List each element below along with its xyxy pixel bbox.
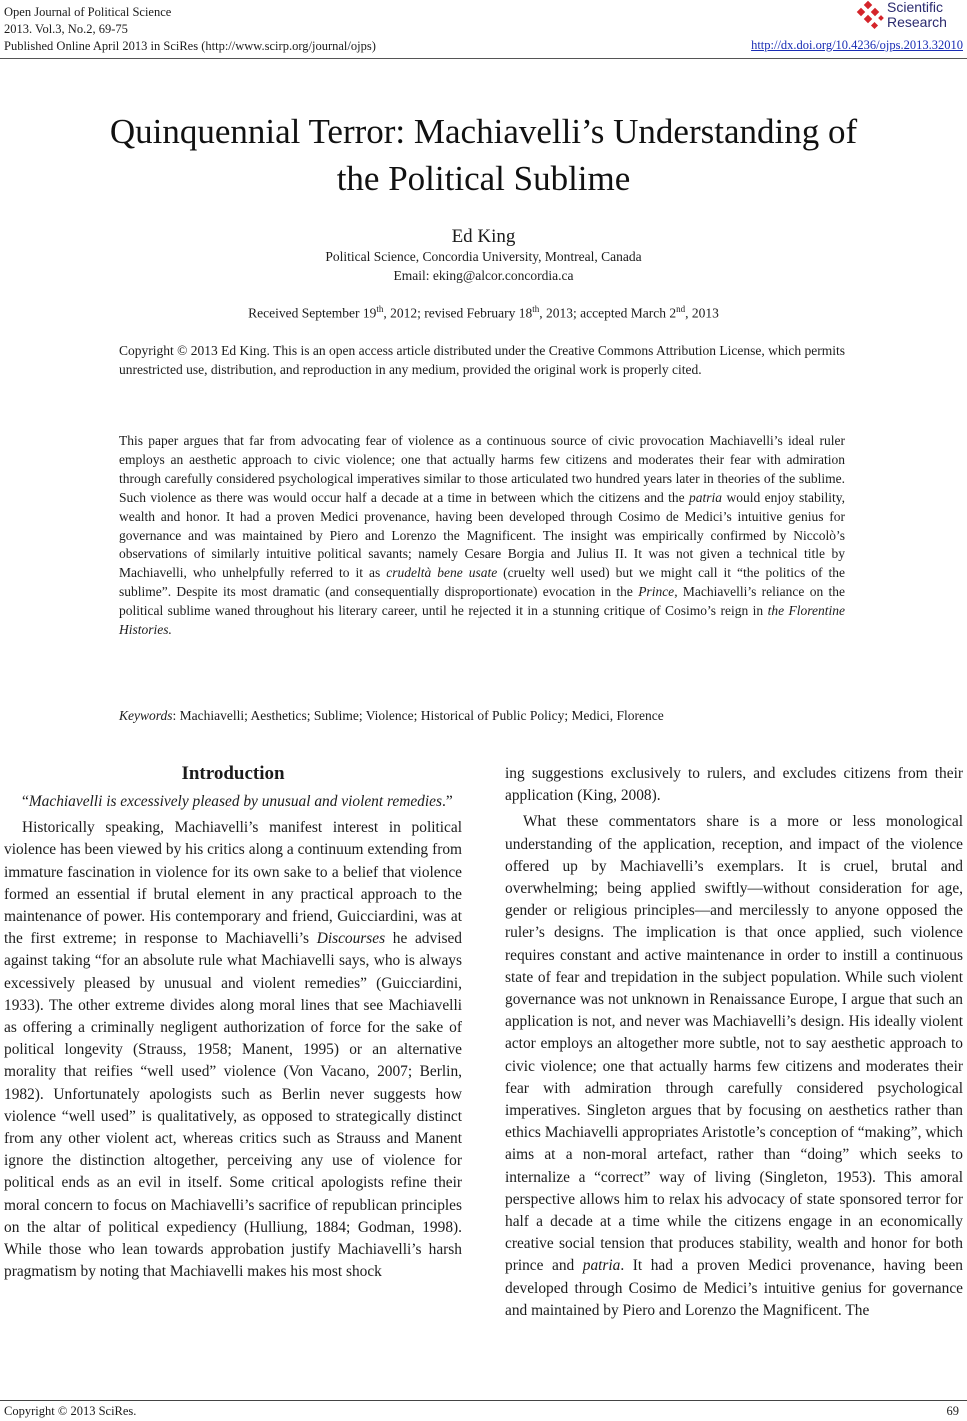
- footer-divider: [0, 1400, 967, 1401]
- copyright-notice: Copyright © 2013 Ed King. This is an open access article distributed under the Creative Commons Attribution License, which permits unrestricted use, distribution, and reproduction in any medium, provided the original work is properly cited.: [119, 343, 845, 377]
- article-title: [40, 108, 927, 202]
- author-affiliation: Political Science, Concordia University, Montreal, Canada: [325, 249, 642, 264]
- scientific-research-logo-icon: [853, 0, 885, 32]
- left-column: [4, 762, 462, 1287]
- logo-line-1: Scientific: [887, 0, 944, 15]
- section-heading-introduction: Introduction: [181, 763, 285, 784]
- logo-text: [887, 0, 947, 30]
- footer-copyright: Copyright © 2013 SciRes.: [4, 1404, 137, 1418]
- journal-name: Open Journal of Political Science: [4, 5, 172, 19]
- journal-published: Published Online April 2013 in SciRes (http://www.scirp.org/journal/ojps): [4, 39, 376, 53]
- journal-volume: 2013. Vol.3, No.2, 69-75: [4, 22, 128, 36]
- paragraph: Historically speaking, Machiavelli’s manifest interest in political violence has been viewed by his critics along a continuum extending from immature fascination in violence for its own sake to a belief that violence formed an essential if brutal element in any practical approach to the maintenance of power. His contemporary and friend, Guicciardini, was at the first extreme; in response to Machiavelli’s Discourses he advised against taking “for an absolute rule what Machiavelli says, who is always excessively pleased by unusual and violent remedies” (Guicciardini, 1933). The other extreme divides along moral lines that see Machiavelli as offering a criminally negligent authorization of force for the sake of political longevity (Strauss, 1958; Manent, 1995) or an alternative morality that reifies “well used” violence (Von Vacano, 2007; Berlin, 1982). Unfortunately apologists such as Berlin never suggests how violence “well used” is qualitatively, as opposed to strategically distinct from any other violent act, whereas critics such as Strauss and Manent ignore the distinction altogether, perceiving any use of violence for political ends as an evil in itself. Some critical apologists refine their moral concern to focus on Machiavelli’s sacrifice of republican principles on the altar of political expediency (Hulliung, 1884; Godman, 1998). While those who lean towards approbation justify Machiavelli’s harsh pragmatism by noting that Machiavelli makes his most shock: [4, 819, 462, 1281]
- keywords: Keywords: Machiavelli; Aesthetics; Sublime; Violence; Historical of Public Policy; Medici, Florence: [119, 708, 664, 723]
- received-dates: Received September 19th, 2012; revised February 18th, 2013; accepted March 2nd, 2013: [248, 304, 719, 321]
- author-email: Email: eking@alcor.concordia.ca: [393, 268, 574, 283]
- paragraph: ing suggestions exclusively to rulers, and excludes citizens from their application (King, 2008).: [505, 765, 963, 805]
- journal-header: [4, 4, 376, 55]
- paragraph: What these commentators share is a more or less monological understanding of the application, reception, and impact of the violence offered up by Machiavelli’s exemplars. It is cruel, brutal and overwhelming; being applied swiftly—without consideration for age, gender or religious principles—and mercilessly to anyone opposed the ruler’s designs. The implication is that once applied, such violence requires constant and active maintenance in order to instill a continuous state of fear and trepidation in the subject population. While such violent governance was not unknown in Renaissance Europe, I argue that such an application is not, and never was Machiavelli’s design. His ideally violent actor employs an altogether more subtle, not to say aesthetic approach to civic violence; one that actually harms few citizens and moderates their fear with admiration through carefully considered psychological imperatives. Singleton argues that by focusing on aesthetics rather than ethics Machiavelli appropriates Aristotle’s conception of “making”, which aims at a non-moral artefact, rather than “doing” which seeks to internalize a “correct” way of living (Singleton, 1953). This amoral perspective allows him to relax his advocacy of state sponsored terror for half a decade at a time while the citizens engage in an economically creative social tension that produces stability, wealth and honor for both prince and patria. It had a proven Medici provenance, having been developed through Cosimo de Medici’s intuitive genius for governance and maintained by Piero and Lorenzo the Magnificent. The: [505, 813, 963, 1319]
- author-name: Ed King: [451, 226, 516, 247]
- right-column: [505, 763, 963, 1326]
- title-line-2: the Political Sublime: [336, 159, 631, 198]
- logo-line-2: Research: [887, 14, 947, 30]
- header-divider: [0, 58, 967, 59]
- page-number: 69: [946, 1404, 959, 1418]
- epigraph: “Machiavelli is excessively pleased by unusual and violent remedies.”: [22, 793, 453, 810]
- abstract: This paper argues that far from advocating fear of violence as a continuous source of civic provocation Machiavelli’s ideal ruler employs an aesthetic approach to civic violence; one that actually harms few citizens and moderates their fear with admiration through carefully considered psychological imperatives similar to those articulated two hundred years later in theories of the sublime. Such violence as there was would occur half a decade at a time in between which the citizens and the patria would enjoy stability, wealth and honor. It had a proven Medici provenance, having been developed through Cosimo de Medici’s intuitive genius for governance and was maintained by Piero and Lorenzo the Magnificent. The insight was empirically confirmed by Niccolò’s observations of similarly intuitive political savants; namely Cesare Borgia and Julius II. It was not given a technical title by Machiavelli, who unhelpfully referred to it as crudeltà bene usate (cruelty well used) but we might call it “the politics of the sublime”. Despite its most dramatic (and consequentially disproportionate) evocation in the Prince, Machiavelli’s reliance on the political sublime waned throughout his literary career, until he rejected it in a stunning critique of Cosimo’s reign in the Florentine Histories.: [119, 433, 846, 638]
- publisher-logo: [853, 0, 963, 34]
- doi-link[interactable]: http://dx.doi.org/10.4236/ojps.2013.32010: [751, 38, 963, 52]
- title-line-1: Quinquennial Terror: Machiavelli’s Understanding of: [109, 112, 858, 151]
